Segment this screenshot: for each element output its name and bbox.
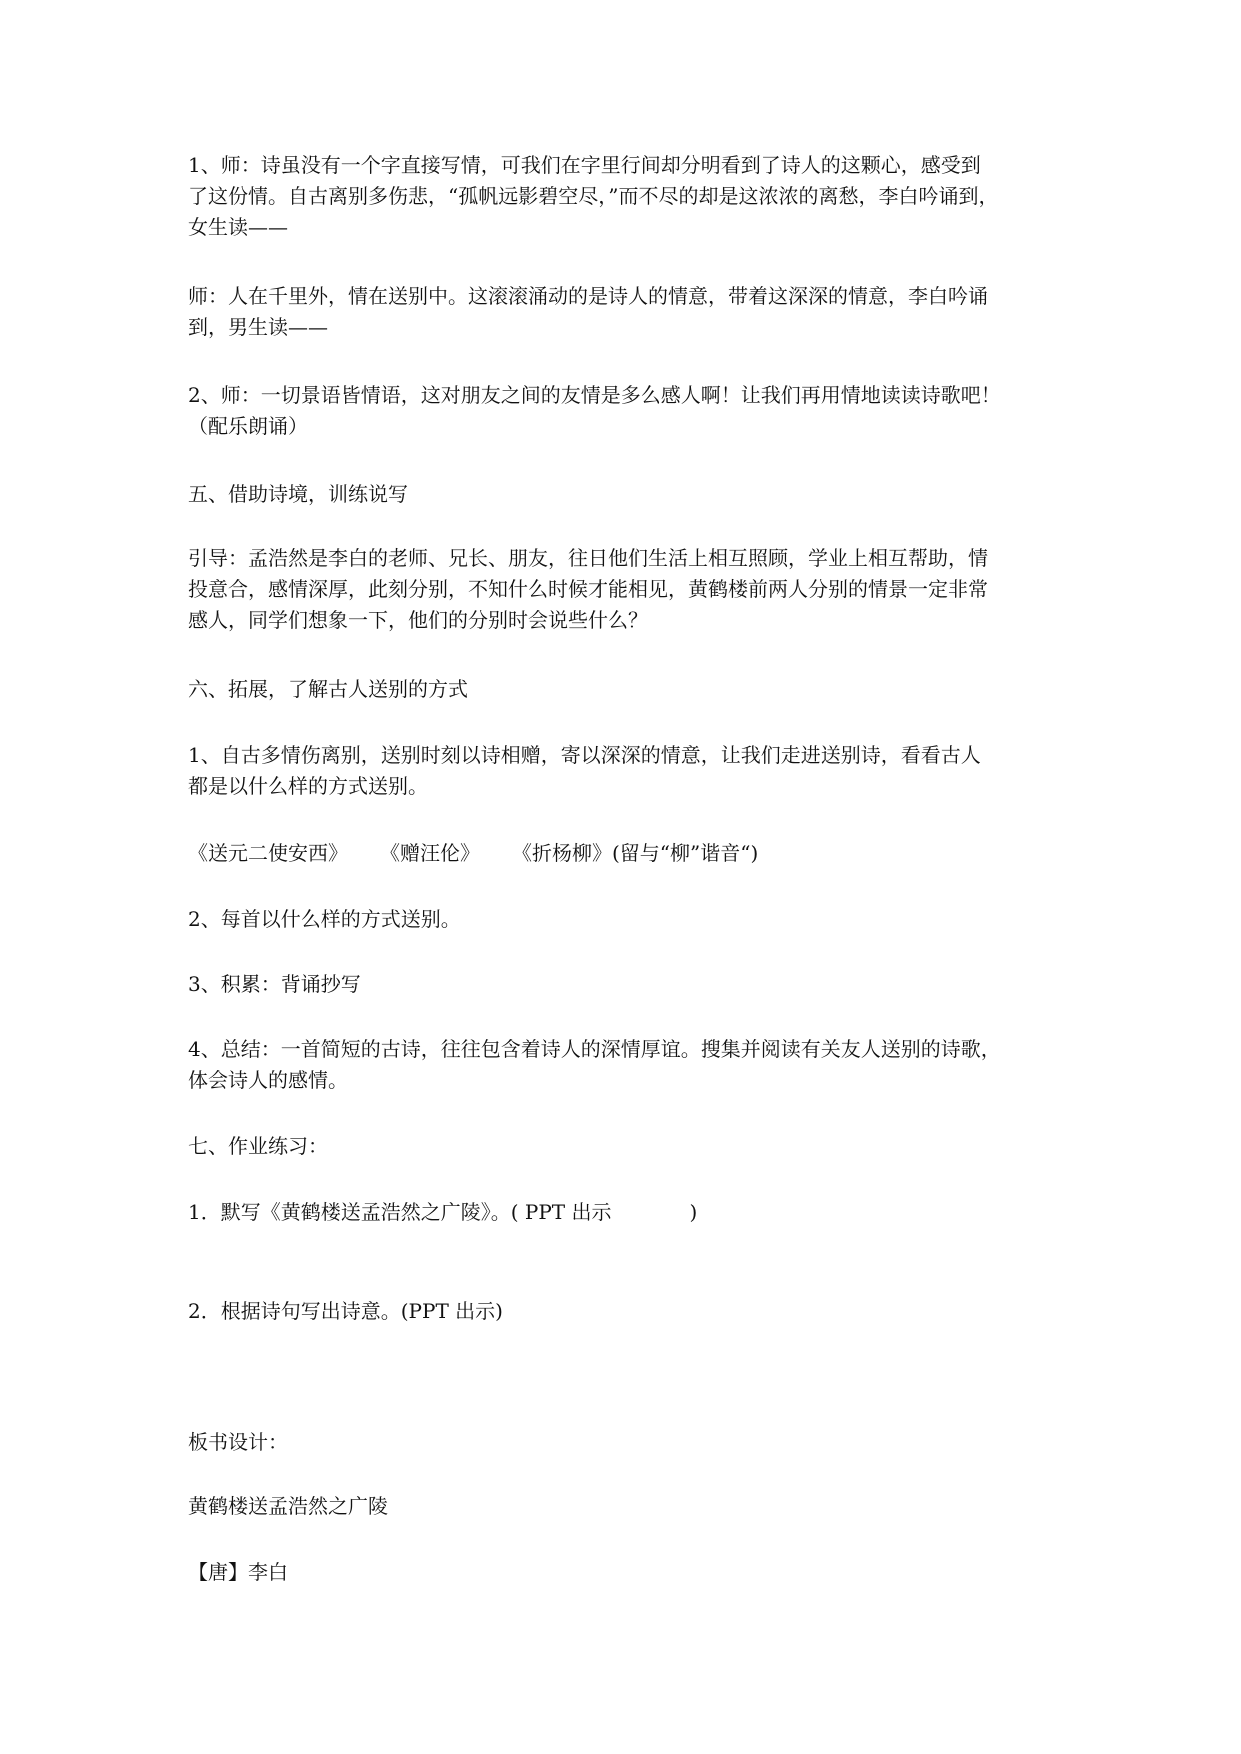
text-line: 引导：孟浩然是李白的老师、兄长、朋友，往日他们生活上相互照顾，学业上相互帮助，情 <box>188 546 988 570</box>
paragraph-teacher-1 <box>188 150 1058 243</box>
poem-list <box>188 838 1058 869</box>
paragraph-guide <box>188 543 1058 636</box>
homework-item-2: 2．根据诗句写出诗意。(PPT 出示) <box>188 1299 503 1323</box>
poem-title: 《送元二使安西》 <box>188 841 348 865</box>
list-item-2: 2、每首以什么样的方式送别。 <box>188 907 461 931</box>
text-line: 2、师：一切景语皆情语，这对朋友之间的友情是多么感人啊！让我们再用情地读读诗歌吧！ <box>188 383 1001 407</box>
board-design-heading: 板书设计： <box>188 1430 288 1454</box>
section-heading-7: 七、作业练习： <box>188 1134 328 1158</box>
text-line: 投意合，感情深厚，此刻分别，不知什么时候才能相见，黄鹤楼前两人分别的情景一定非常 <box>188 577 988 601</box>
text-line: 体会诗人的感情。 <box>188 1068 348 1092</box>
text-line: 到，男生读—— <box>188 315 328 339</box>
paragraph-summary <box>188 1034 1058 1096</box>
poem-title: 《折杨柳》(留与“柳”谐音“) <box>512 841 759 865</box>
text-line: 1、自古多情伤离别，送别时刻以诗相赠，寄以深深的情意，让我们走进送别诗，看看古人 <box>188 743 981 767</box>
text-line: 女生读—— <box>188 215 288 239</box>
paragraph-teacher-2 <box>188 281 1058 343</box>
text-line: 了这份情。自古离别多伤悲，“孤帆远影碧空尽，”而不尽的却是这浓浓的离愁，李白吟诵到， <box>188 184 999 208</box>
homework-item-1 <box>188 1197 1058 1228</box>
text-line: 都是以什么样的方式送别。 <box>188 774 428 798</box>
text-line: （配乐朗诵） <box>188 414 308 438</box>
poem-title: 《赠汪伦》 <box>380 841 480 865</box>
homework-close-paren: ) <box>689 1200 698 1224</box>
board-poem-author: 【唐】李白 <box>188 1560 288 1584</box>
section-heading-6: 六、拓展，了解古人送别的方式 <box>188 677 468 701</box>
text-line: 1、师：诗虽没有一个字直接写情，可我们在字里行间却分明看到了诗人的这颗心，感受到 <box>188 153 981 177</box>
text-line: 师：人在千里外，情在送别中。这滚滚涌动的是诗人的情意，带着这深深的情意，李白吟诵 <box>188 284 988 308</box>
paragraph-teacher-3 <box>188 380 1058 442</box>
text-line: 4、总结：一首简短的古诗，往往包含着诗人的深情厚谊。搜集并阅读有关友人送别的诗歌， <box>188 1037 1001 1061</box>
homework-text: 1．默写《黄鹤楼送孟浩然之广陵》。( PPT 出示 <box>188 1200 612 1224</box>
section-heading-5: 五、借助诗境，训练说写 <box>188 482 408 506</box>
list-item-3: 3、积累：背诵抄写 <box>188 972 361 996</box>
paragraph-farewell-intro <box>188 740 1058 802</box>
board-poem-title: 黄鹤楼送孟浩然之广陵 <box>188 1494 388 1518</box>
text-line: 感人，同学们想象一下，他们的分别时会说些什么？ <box>188 608 648 632</box>
